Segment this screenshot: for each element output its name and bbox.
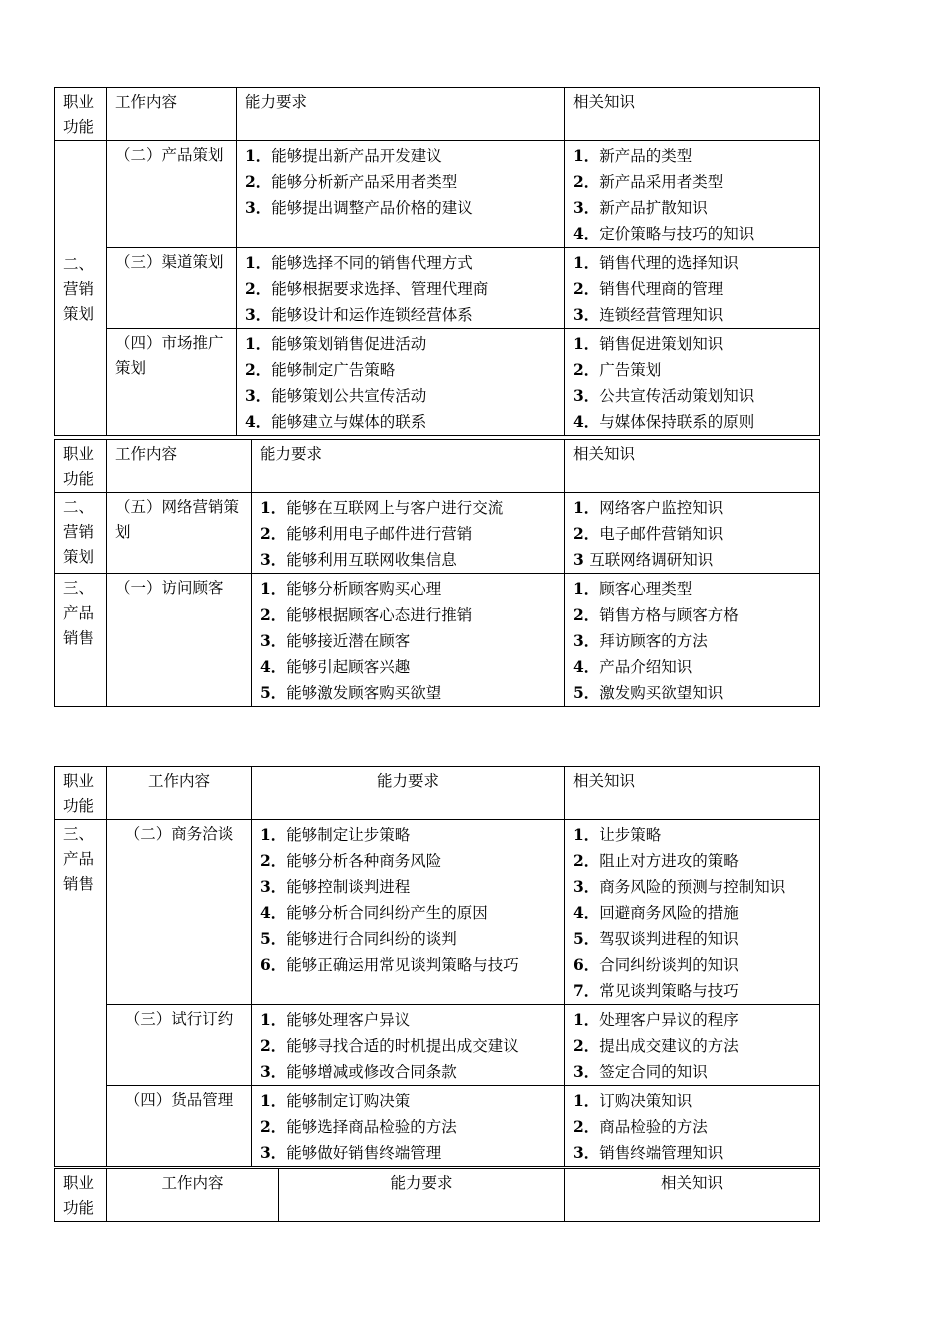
list-item: 3．能够增减或修改合同条款 bbox=[260, 1062, 457, 1081]
header-func: 职业功能 bbox=[55, 88, 107, 141]
ability-cell bbox=[252, 574, 565, 707]
list-item: 3．能够接近潜在顾客 bbox=[260, 631, 411, 650]
list-item: 2．能够分析各种商务风险 bbox=[260, 851, 442, 870]
table-row bbox=[55, 329, 820, 436]
list-item: 1．新产品的类型 bbox=[573, 146, 693, 165]
header-content: 工作内容 bbox=[107, 88, 237, 141]
list-item: 3．能够设计和运作连锁经营体系 bbox=[245, 305, 473, 324]
list-item: 1．能够处理客户异议 bbox=[260, 1010, 411, 1029]
list-item: 4．回避商务风险的措施 bbox=[573, 903, 739, 922]
table-product-sales bbox=[54, 766, 820, 1167]
header-func: 职业功能 bbox=[55, 767, 107, 820]
list-item: 3．连锁经营管理知识 bbox=[573, 305, 724, 324]
list-item: 2．销售方格与顾客方格 bbox=[573, 605, 739, 624]
list-item: 1．处理客户异议的程序 bbox=[573, 1010, 739, 1029]
list-item: 3．公共宣传活动策划知识 bbox=[573, 386, 755, 405]
ability-cell bbox=[252, 1086, 565, 1167]
table-row bbox=[55, 820, 820, 1005]
table-marketing-planning bbox=[54, 87, 820, 436]
list-item: 6．合同纠纷谈判的知识 bbox=[573, 955, 739, 974]
list-item: 4．与媒体保持联系的原则 bbox=[573, 412, 755, 431]
list-item: 3．能够提出调整产品价格的建议 bbox=[245, 198, 473, 217]
table-online-and-visit bbox=[54, 439, 820, 707]
list-item: 3．销售终端管理知识 bbox=[573, 1143, 724, 1162]
list-item: 2．能够制定广告策略 bbox=[245, 360, 396, 379]
list-item: 5．能够进行合同纠纷的谈判 bbox=[260, 929, 457, 948]
func-cell: 二、营销策划 bbox=[55, 493, 107, 574]
list-item: 2．能够根据要求选择、管理代理商 bbox=[245, 279, 489, 298]
table-row bbox=[55, 141, 820, 248]
list-item: 2．能够寻找合适的时机提出成交建议 bbox=[260, 1036, 519, 1055]
ability-cell bbox=[237, 248, 565, 329]
list-item: 1．销售代理的选择知识 bbox=[573, 253, 739, 272]
list-item: 2．销售代理商的管理 bbox=[573, 279, 724, 298]
list-item: 5．能够激发顾客购买欲望 bbox=[260, 683, 442, 702]
content-cell: （三）渠道策划 bbox=[107, 248, 237, 329]
content-cell: （一）访问顾客 bbox=[107, 574, 252, 707]
list-item: 2．新产品采用者类型 bbox=[573, 172, 724, 191]
list-item: 2．提出成交建议的方法 bbox=[573, 1036, 739, 1055]
func-cell: 三、产品销售 bbox=[55, 574, 107, 707]
content-cell: （二）产品策划 bbox=[107, 141, 237, 248]
list-item: 1．网络客户监控知识 bbox=[573, 498, 724, 517]
list-item: 2．商品检验的方法 bbox=[573, 1117, 708, 1136]
table-row bbox=[55, 574, 820, 707]
content-cell: （五）网络营销策划 bbox=[107, 493, 252, 574]
table-row bbox=[55, 1005, 820, 1086]
list-item: 5．激发购买欲望知识 bbox=[573, 683, 724, 702]
knowledge-cell bbox=[565, 329, 820, 436]
list-item: 3．拜访顾客的方法 bbox=[573, 631, 708, 650]
list-item: 1．能够分析顾客购买心理 bbox=[260, 579, 442, 598]
ability-cell bbox=[237, 329, 565, 436]
list-item: 2．能够根据顾客心态进行推销 bbox=[260, 605, 473, 624]
header-knowledge: 相关知识 bbox=[565, 767, 820, 820]
list-item: 7．常见谈判策略与技巧 bbox=[573, 981, 739, 1000]
knowledge-cell bbox=[565, 1086, 820, 1167]
table-row bbox=[55, 248, 820, 329]
list-item: 3．能够利用互联网收集信息 bbox=[260, 550, 457, 569]
list-item: 3．商务风险的预测与控制知识 bbox=[573, 877, 786, 896]
list-item: 1．能够制定订购决策 bbox=[260, 1091, 411, 1110]
header-knowledge: 相关知识 bbox=[565, 440, 820, 493]
ability-cell bbox=[252, 1005, 565, 1086]
table-row bbox=[55, 493, 820, 574]
header-func: 职业功能 bbox=[55, 440, 107, 493]
list-item: 3．签定合同的知识 bbox=[573, 1062, 708, 1081]
knowledge-cell bbox=[565, 574, 820, 707]
table-continued-header bbox=[54, 1168, 820, 1222]
header-ability: 能力要求 bbox=[279, 1169, 565, 1222]
list-item: 4．能够建立与媒体的联系 bbox=[245, 412, 427, 431]
list-item: 1．订购决策知识 bbox=[573, 1091, 693, 1110]
table-row bbox=[55, 1086, 820, 1167]
content-cell: （三）试行订约 bbox=[107, 1005, 252, 1086]
list-item: 2．阻止对方进攻的策略 bbox=[573, 851, 739, 870]
knowledge-cell bbox=[565, 141, 820, 248]
list-item: 3．新产品扩散知识 bbox=[573, 198, 708, 217]
ability-cell bbox=[252, 493, 565, 574]
content-cell: （四）市场推广策划 bbox=[107, 329, 237, 436]
list-item: 1．能够制定让步策略 bbox=[260, 825, 411, 844]
knowledge-cell bbox=[565, 493, 820, 574]
knowledge-cell bbox=[565, 248, 820, 329]
list-item: 4．能够分析合同纠纷产生的原因 bbox=[260, 903, 488, 922]
table-header-row bbox=[55, 767, 820, 820]
list-item: 3．能够策划公共宣传活动 bbox=[245, 386, 427, 405]
knowledge-cell bbox=[565, 820, 820, 1005]
list-item: 4．能够引起顾客兴趣 bbox=[260, 657, 411, 676]
table-header-row bbox=[55, 1169, 820, 1222]
func-cell: 三、产品销售 bbox=[55, 820, 107, 1167]
header-func: 职业功能 bbox=[55, 1169, 107, 1222]
list-item: 1．能够策划销售促进活动 bbox=[245, 334, 427, 353]
func-cell: 二、营销策划 bbox=[55, 141, 107, 436]
list-item: 5．驾驭谈判进程的知识 bbox=[573, 929, 739, 948]
list-item: 1．销售促进策划知识 bbox=[573, 334, 724, 353]
header-content: 工作内容 bbox=[107, 767, 252, 820]
list-item: 1．能够提出新产品开发建议 bbox=[245, 146, 442, 165]
list-item: 2．能够分析新产品采用者类型 bbox=[245, 172, 458, 191]
table-header-row bbox=[55, 88, 820, 141]
list-item: 4．定价策略与技巧的知识 bbox=[573, 224, 755, 243]
header-ability: 能力要求 bbox=[237, 88, 565, 141]
list-item: 2．广告策划 bbox=[573, 360, 662, 379]
ability-cell bbox=[252, 820, 565, 1005]
content-cell: （二）商务洽谈 bbox=[107, 820, 252, 1005]
knowledge-cell bbox=[565, 1005, 820, 1086]
header-knowledge: 相关知识 bbox=[565, 88, 820, 141]
list-item: 3 互联网络调研知识 bbox=[573, 550, 714, 569]
list-item: 1．让步策略 bbox=[573, 825, 662, 844]
list-item: 3．能够做好销售终端管理 bbox=[260, 1143, 442, 1162]
table-header-row bbox=[55, 440, 820, 493]
header-content: 工作内容 bbox=[107, 1169, 279, 1222]
list-item: 1．能够在互联网上与客户进行交流 bbox=[260, 498, 504, 517]
content-cell: （四）货品管理 bbox=[107, 1086, 252, 1167]
list-item: 4．产品介绍知识 bbox=[573, 657, 693, 676]
list-item: 6．能够正确运用常见谈判策略与技巧 bbox=[260, 955, 519, 974]
header-content: 工作内容 bbox=[107, 440, 252, 493]
header-knowledge: 相关知识 bbox=[565, 1169, 820, 1222]
list-item: 2．电子邮件营销知识 bbox=[573, 524, 724, 543]
list-item: 1．能够选择不同的销售代理方式 bbox=[245, 253, 473, 272]
header-ability: 能力要求 bbox=[252, 767, 565, 820]
list-item: 2．能够利用电子邮件进行营销 bbox=[260, 524, 473, 543]
list-item: 2．能够选择商品检验的方法 bbox=[260, 1117, 457, 1136]
list-item: 3．能够控制谈判进程 bbox=[260, 877, 411, 896]
header-ability: 能力要求 bbox=[252, 440, 565, 493]
list-item: 1．顾客心理类型 bbox=[573, 579, 693, 598]
ability-cell bbox=[237, 141, 565, 248]
